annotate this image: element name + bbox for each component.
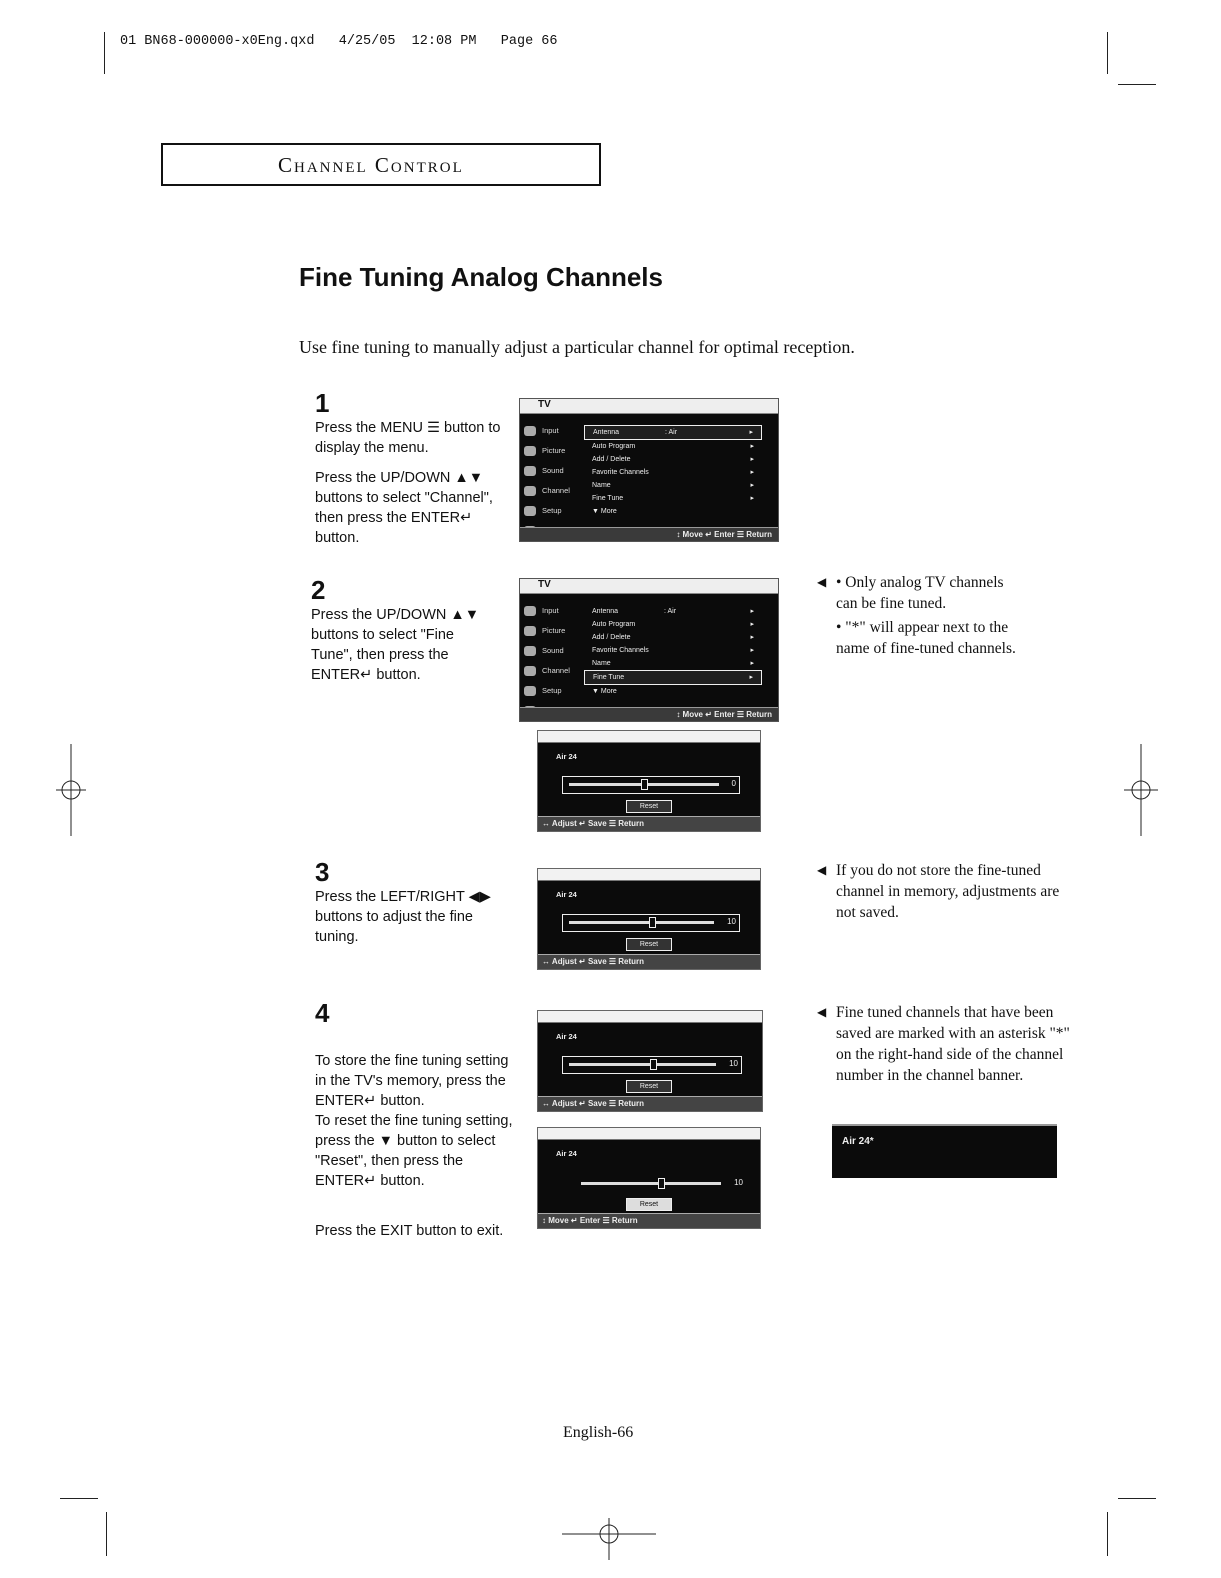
- menu-item-favorite-channels: Favorite Channels ▸: [592, 647, 754, 654]
- step-text: [315, 887, 505, 957]
- channel-banner-label: Air 24*: [842, 1136, 874, 1147]
- step-paragraph: Press the LEFT/RIGHT ◀▶ buttons to adjust the fine tuning.: [315, 889, 491, 945]
- tv-menu-screen: [519, 578, 779, 722]
- crop-mark: [60, 1498, 98, 1499]
- tv-menu-footer: ↕ Move ↵ Enter ☰ Return: [520, 527, 778, 541]
- sidebar-item-picture: Picture: [522, 441, 582, 461]
- fine-tune-value: 0: [731, 779, 736, 788]
- tv-menu-sidebar: [522, 421, 582, 541]
- step-paragraph: Press the UP/DOWN ▲▼ buttons to select "Fine Tune", then press the ENTER↵ button.: [311, 607, 480, 683]
- sidebar-item-input: Input: [522, 601, 582, 621]
- fine-tune-thumb: [649, 917, 656, 928]
- crop-mark: [104, 32, 105, 74]
- fine-tune-value: 10: [727, 917, 736, 926]
- tv-menu-sidebar: [522, 601, 582, 721]
- menu-item-more: ▼ More: [592, 508, 617, 515]
- sidebar-item-channel: Channel: [522, 661, 582, 681]
- sidebar-item-setup: Setup: [522, 681, 582, 701]
- reset-button: Reset: [626, 1080, 672, 1093]
- step-paragraph: Press the EXIT button to exit.: [315, 1223, 504, 1239]
- fine-tune-footer: ↔ Adjust ↵ Save ☰ Return: [538, 954, 760, 969]
- step-text: [311, 605, 481, 695]
- fine-tune-thumb: [650, 1059, 657, 1070]
- sidebar-item-sound: Sound: [522, 641, 582, 661]
- tv-menu-items: [584, 605, 762, 698]
- channel-label: Air 24: [556, 1149, 577, 1158]
- fine-tune-screen: [537, 1127, 761, 1229]
- crop-mark: [1107, 1512, 1108, 1556]
- menu-item-antenna: Antenna : Air ▸: [584, 425, 762, 440]
- registration-mark-icon: [1120, 744, 1160, 836]
- note-arrow-icon: ◀: [817, 1005, 827, 1019]
- page-title: Fine Tuning Analog Channels: [299, 262, 663, 292]
- section-header-label: Channel Control: [278, 153, 464, 177]
- crop-mark: [1118, 1498, 1156, 1499]
- menu-item-auto-program: Auto Program ▸: [592, 621, 754, 628]
- fine-tune-screen: [537, 868, 761, 970]
- menu-item-fine-tune: Fine Tune ▸: [592, 495, 754, 502]
- crop-mark: [106, 1512, 107, 1556]
- sidebar-item-sound: Sound: [522, 461, 582, 481]
- print-header: 01 BN68-000000-x0Eng.qxd 4/25/05 12:08 PM Page 66: [120, 34, 558, 49]
- step-paragraph: To store the fine tuning setting in the TV's memory, press the ENTER↵ button. To reset the fine tuning setting, press the ▼ button to select "Reset", then press the ENTER↵ button.: [315, 1053, 513, 1189]
- fine-tune-footer: ↔ Adjust ↵ Save ☰ Return: [538, 1096, 762, 1111]
- fine-tune-thumb: [658, 1178, 665, 1189]
- menu-item-auto-program: Auto Program ▸: [592, 443, 754, 450]
- step-paragraph: Press the MENU ☰ button to display the menu.: [315, 420, 501, 456]
- reset-button: Reset: [626, 938, 672, 951]
- note-arrow-icon: ◀: [817, 863, 827, 877]
- reset-button: Reset: [626, 800, 672, 813]
- reset-button: Reset: [626, 1198, 672, 1211]
- section-header: [161, 143, 601, 186]
- step-paragraph: Press the UP/DOWN ▲▼ buttons to select "Channel", then press the ENTER↵ button.: [315, 470, 493, 546]
- step-text: [315, 418, 515, 558]
- tv-menu-items: [584, 425, 762, 518]
- fine-tune-value: 10: [734, 1178, 743, 1187]
- tv-menu-footer: ↕ Move ↵ Enter ☰ Return: [520, 707, 778, 721]
- channel-label: Air 24: [556, 752, 577, 761]
- channel-banner: [832, 1124, 1057, 1178]
- tv-menu-label: TV: [538, 399, 551, 410]
- step-number: 2: [311, 575, 326, 605]
- menu-item-name: Name ▸: [592, 660, 754, 667]
- crop-mark: [1107, 32, 1108, 74]
- note-text: • "*" will appear next to the name of fine-tuned channels.: [836, 619, 1016, 657]
- fine-tune-thumb: [641, 779, 648, 790]
- sidebar-item-setup: Setup: [522, 501, 582, 521]
- step-number: 3: [315, 857, 330, 887]
- tv-menu-label: TV: [538, 579, 551, 590]
- menu-item-favorite-channels: Favorite Channels ▸: [592, 469, 754, 476]
- note-text: If you do not store the fine-tuned channel in memory, adjustments are not saved.: [836, 862, 1060, 921]
- note-text: • Only analog TV channels can be fine tuned.: [836, 574, 1004, 612]
- note-arrow-icon: ◀: [817, 575, 827, 589]
- menu-item-add-delete: Add / Delete ▸: [592, 634, 754, 641]
- fine-tune-screen: [537, 1010, 763, 1112]
- fine-tune-footer: ↕ Move ↵ Enter ☰ Return: [538, 1213, 760, 1228]
- registration-mark-icon: [562, 1512, 656, 1562]
- intro-text: Use fine tuning to manually adjust a particular channel for optimal reception.: [299, 337, 855, 357]
- menu-item-antenna: Antenna : Air ▸: [592, 608, 754, 615]
- sidebar-item-channel: Channel: [522, 481, 582, 501]
- channel-label: Air 24: [556, 890, 577, 899]
- note-text: Fine tuned channels that have been saved are marked with an asterisk "*" on the right-hand side of the channel number in the channel banner.: [836, 1004, 1070, 1084]
- sidebar-item-picture: Picture: [522, 621, 582, 641]
- step-number: 4: [315, 998, 330, 1028]
- registration-mark-icon: [56, 744, 96, 836]
- menu-item-name: Name ▸: [592, 482, 754, 489]
- channel-label: Air 24: [556, 1032, 577, 1041]
- fine-tune-footer: ↔ Adjust ↵ Save ☰ Return: [538, 816, 760, 831]
- sidebar-item-input: Input: [522, 421, 582, 441]
- crop-mark: [1118, 84, 1156, 85]
- tv-menu-screen: [519, 398, 779, 542]
- menu-item-fine-tune: Fine Tune ▸: [584, 670, 762, 685]
- menu-item-add-delete: Add / Delete ▸: [592, 456, 754, 463]
- page-number: English-66: [563, 1424, 634, 1441]
- fine-tune-value: 10: [729, 1059, 738, 1068]
- step-number: 1: [315, 388, 330, 418]
- step-text: [315, 1031, 515, 1271]
- menu-item-more: ▼ More: [592, 688, 617, 695]
- fine-tune-screen: [537, 730, 761, 832]
